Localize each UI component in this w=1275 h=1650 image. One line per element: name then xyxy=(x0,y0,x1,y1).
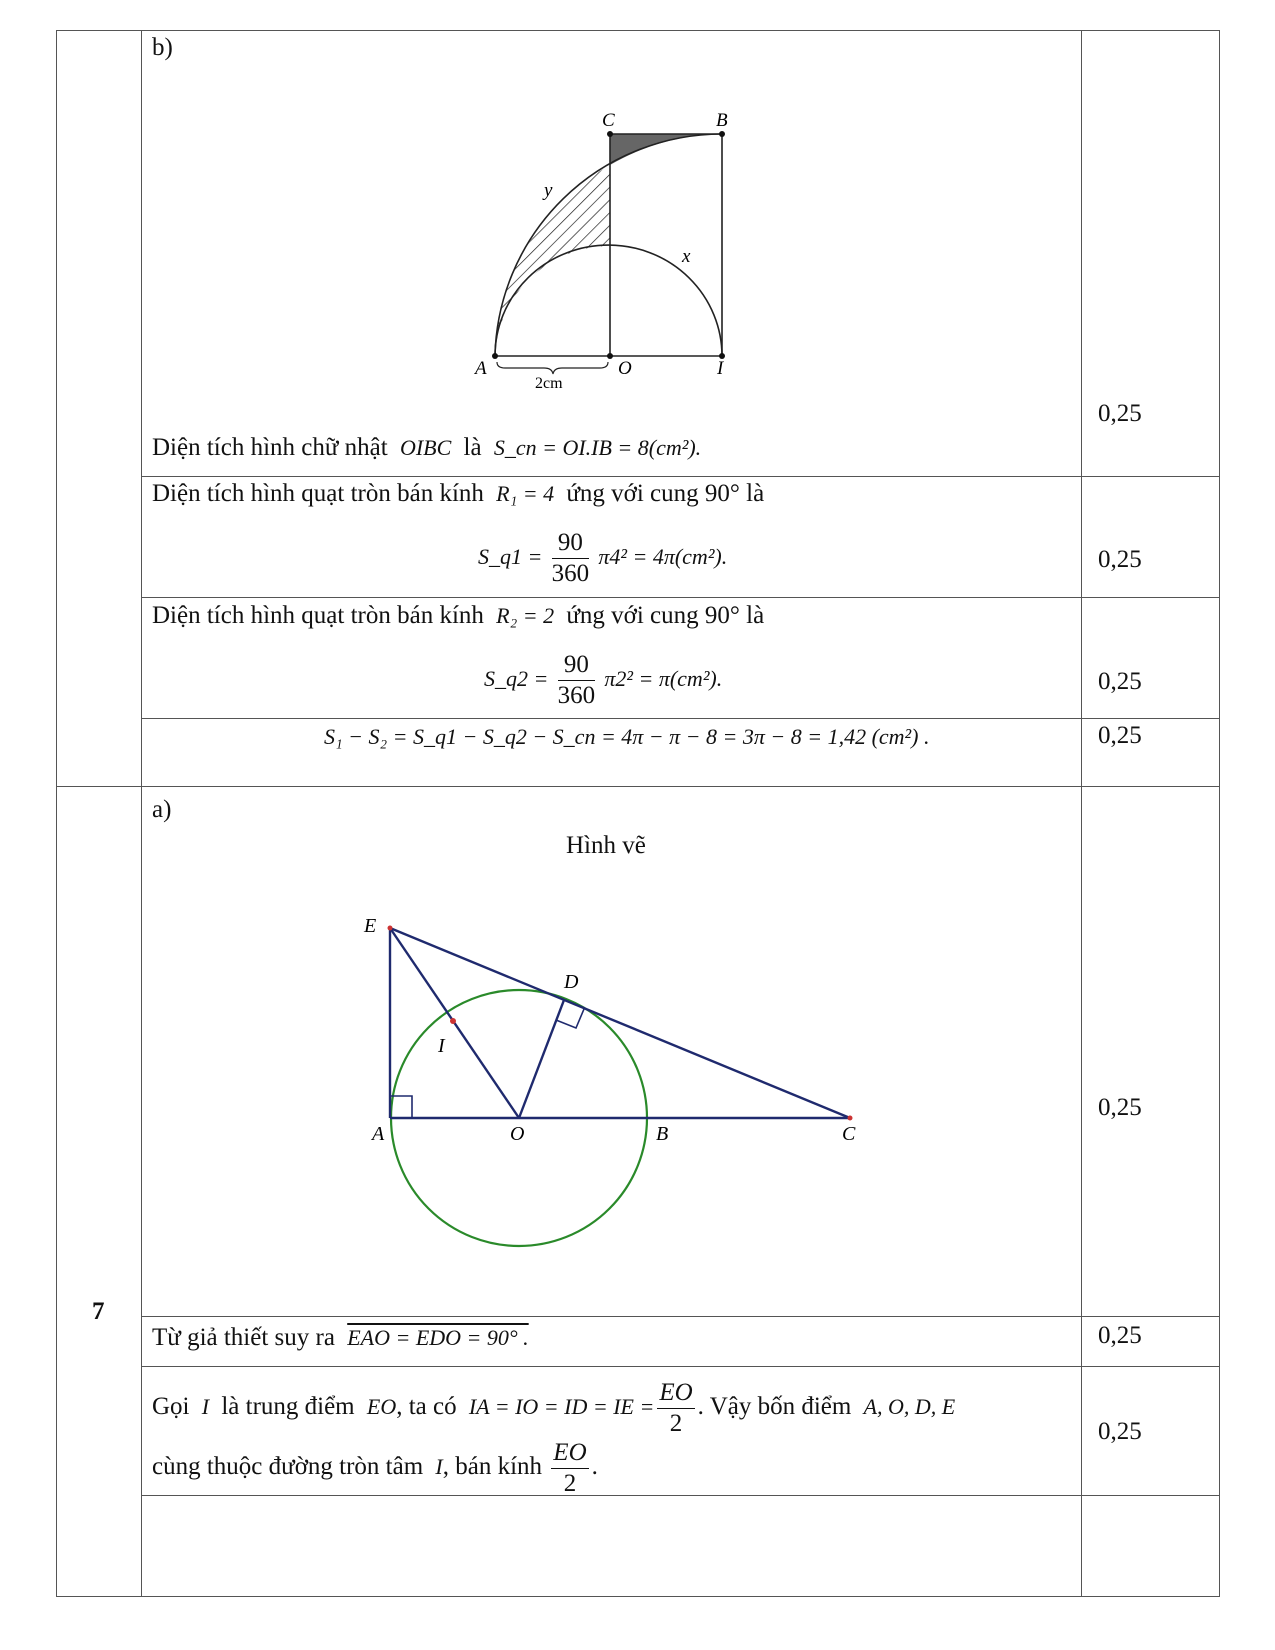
label-O: O xyxy=(510,1123,525,1145)
label-y: y xyxy=(544,180,553,201)
text-cung-thuoc: cùng thuộc đường tròn tâm xyxy=(152,1453,424,1481)
frac-num: EO xyxy=(657,1378,694,1409)
label-x: x xyxy=(682,246,691,267)
math-I: I xyxy=(201,1394,210,1420)
row-divider xyxy=(141,718,1219,719)
row-divider xyxy=(141,1316,1219,1317)
score-cell: 0,25 xyxy=(1098,1322,1142,1349)
geometry-figure-tangent xyxy=(350,900,870,1270)
row-divider xyxy=(141,597,1219,598)
label-I: I xyxy=(717,358,724,379)
row2-num: 90 xyxy=(552,528,590,559)
text-ta-co: , ta có xyxy=(396,1393,457,1421)
table-col-divider-2 xyxy=(1081,30,1082,1596)
row3-formula xyxy=(484,650,722,711)
label-O: O xyxy=(618,358,632,379)
row4-formula: S₁ − S₂ = S_q1 − S_q2 − S_cn = 4π − π − 8 = 3π − 8 = 1,42 (cm²) . xyxy=(324,724,930,749)
score-cell: 0,25 xyxy=(1098,1418,1142,1445)
question-number: 7 xyxy=(92,1298,105,1325)
fraction-radius xyxy=(551,1438,588,1499)
frac-den: 2 xyxy=(669,1410,683,1437)
radius-num: EO xyxy=(551,1438,588,1469)
label-D: D xyxy=(564,971,579,993)
part-b-label: b) xyxy=(152,34,173,61)
row1-la: là xyxy=(463,434,482,461)
text-ban-kinh: , bán kính xyxy=(442,1453,543,1481)
row3-arc: ứng với cung 90° là xyxy=(566,602,765,629)
fraction-EO-2 xyxy=(657,1378,694,1439)
text-period: . xyxy=(591,1453,598,1481)
row2-rhs: π4² = 4π(cm²). xyxy=(598,544,728,570)
angles-desc: Từ giả thiết suy ra xyxy=(152,1324,335,1351)
score-cell: 0,25 xyxy=(1098,1094,1142,1121)
text-trung-diem: là trung điểm xyxy=(221,1393,355,1421)
row3-desc: Diện tích hình quạt tròn bán kính xyxy=(152,602,484,629)
row1-desc: Diện tích hình chữ nhật xyxy=(152,434,388,461)
geometry-figure-semicircle xyxy=(470,110,750,400)
shaded-region xyxy=(610,134,722,165)
row3-fraction xyxy=(558,650,596,711)
table-border-top xyxy=(56,30,1220,31)
row3-lhs: S_q2 = xyxy=(484,666,549,692)
score-cell: 0,25 xyxy=(1098,546,1142,573)
row3-num: 90 xyxy=(558,650,596,681)
label-C: C xyxy=(842,1123,856,1145)
math-I-center: I xyxy=(435,1454,443,1480)
row2-fraction xyxy=(552,528,590,589)
table-border-left xyxy=(56,30,57,1596)
angles-formula: EAO = EDO = 90° . xyxy=(347,1325,529,1350)
label-B: B xyxy=(656,1123,669,1145)
text-goi: Gọi xyxy=(152,1393,190,1421)
row-angles xyxy=(152,1324,529,1352)
row2-radius: R₁ = 4 xyxy=(496,481,555,506)
row1-formula: S_cn = OI.IB = 8(cm²). xyxy=(493,435,702,460)
table-border-bottom xyxy=(56,1596,1220,1597)
radius-den: 2 xyxy=(563,1470,577,1497)
row2-desc: Diện tích hình quạt tròn bán kính xyxy=(152,480,484,507)
score-cell: 0,25 xyxy=(1098,668,1142,695)
section-divider xyxy=(56,786,1219,787)
part-a-label: a) xyxy=(152,796,172,823)
row-divider xyxy=(141,1366,1219,1367)
hatched-region xyxy=(495,165,610,356)
score-cell: 0,25 xyxy=(1098,400,1142,427)
row3-radius: R₂ = 2 xyxy=(496,603,555,628)
score-cell: 0,25 xyxy=(1098,722,1142,749)
table-col-divider-1 xyxy=(141,30,142,1596)
text-vay: . Vậy bốn điểm xyxy=(697,1393,852,1421)
row1-math: OIBC xyxy=(399,435,452,460)
row3-rhs: π2² = π(cm²). xyxy=(604,666,723,692)
label-A: A xyxy=(475,358,487,379)
row2-den: 360 xyxy=(551,560,590,587)
row1-text xyxy=(152,434,701,462)
row2-lhs: S_q1 = xyxy=(478,544,543,570)
math-equalities: IA = IO = ID = IE = xyxy=(468,1394,655,1420)
label-I: I xyxy=(438,1035,445,1057)
math-points: A, O, D, E xyxy=(863,1394,956,1420)
label-E: E xyxy=(364,915,377,937)
row2-arc: ứng với cung 90° là xyxy=(566,480,765,507)
label-A: A xyxy=(372,1123,385,1145)
label-C: C xyxy=(602,110,615,131)
row3-den: 360 xyxy=(557,682,596,709)
table-border-right xyxy=(1219,30,1220,1596)
row3-text xyxy=(152,602,764,630)
figure-title: Hình vẽ xyxy=(566,832,646,859)
math-EO: EO xyxy=(366,1394,397,1420)
row-divider xyxy=(141,476,1219,477)
row-midpoint-line2 xyxy=(152,1438,598,1499)
row2-text xyxy=(152,480,764,508)
row2-formula xyxy=(478,528,727,589)
label-2cm: 2cm xyxy=(535,375,563,392)
row-midpoint-line1 xyxy=(152,1378,955,1439)
label-B: B xyxy=(716,110,728,131)
